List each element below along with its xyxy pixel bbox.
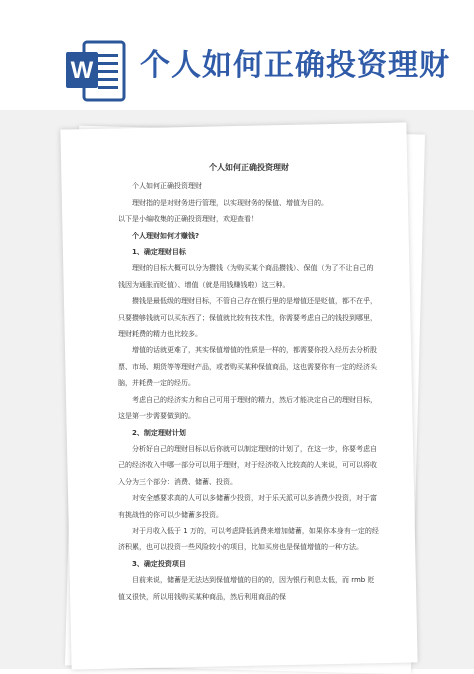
document-paragraph: 理财的目标大概可以分为攒钱（为购买某个商品攒钱）、保值（为了不让自己的钱因为通胀而贬值）、增值（就是用钱赚钱啦）这三种。 <box>118 264 374 289</box>
section-heading: 个人理财如何才赚钱? <box>132 231 200 240</box>
document-paragraph: 对于月收入低于 1 万的，可以考虑降低消费来增加储蓄，如果你本身有一定的经济积累，也可以投资一些风险较小的项目，比如买房也是保值增值的一种方法。 <box>118 526 379 552</box>
document-paragraph: 个人如何正确投资理财 <box>132 182 202 191</box>
document-paragraph: 理财指的是对财务进行管理，以实现财务的保值、增值为目的。 <box>132 198 328 207</box>
document-title: 个人如何正确投资理财 <box>209 163 289 172</box>
banner <box>0 0 474 110</box>
section-heading: 2、制定理财计划 <box>132 428 186 437</box>
section-heading: 3、确定投资项目 <box>132 559 186 568</box>
document-body <box>118 160 380 605</box>
document-paragraph: 目前来说，储蓄是无法达到保值增值的目的的，因为银行利息太低，而 rmb 贬值又很快，所以用钱购买某种商品，然后利用商品的保 <box>118 576 375 601</box>
document-paragraph: 攒钱是最低级的理财目标，不管自己存在银行里的是增值还是贬值，都不在乎，只要攒够钱就可以买东西了；保值就比较有技术性，你需要考虑自己的钱投到哪里，理财耗费的精力也比较多。 <box>118 297 377 339</box>
document-paragraph: 以下是小编收集的正确投资理财，欢迎查看！ <box>118 215 258 224</box>
word-document-icon <box>64 38 126 104</box>
document-paragraph: 增值的话就更难了，其实保值增值的性质是一样的，都需要你投入经历去分析股票、市场、期货等等理财产品，或者购买某种保值商品，这也需要你有一定的经济头脑，并耗费一定的经历。 <box>118 346 377 388</box>
section-heading: 1、确定理财目标 <box>132 248 186 257</box>
document-paragraph: 对安全感要求高的人可以多储蓄少投资，对于乐天派可以多消费少投资，对于富有挑战性的你可以少储蓄多投资。 <box>118 494 377 519</box>
banner-title: 个人如何正确投资理财 <box>140 48 450 83</box>
document-paragraph: 分析好自己的理财目标以后你就可以制定理财的计划了，在这一步，你要考虑自己的经济收入中哪一部分可以用于理财，对于经济收入比较高的人来说，可可以将收入分为三个部分：消费、储蓄、投资。 <box>118 444 377 486</box>
document-paragraph: 考虑自己的经济实力和自己可用于理财的精力，然后才能决定自己的理财目标，这是第一步需要做到的。 <box>118 395 377 421</box>
svg-text:W: W <box>70 57 94 84</box>
